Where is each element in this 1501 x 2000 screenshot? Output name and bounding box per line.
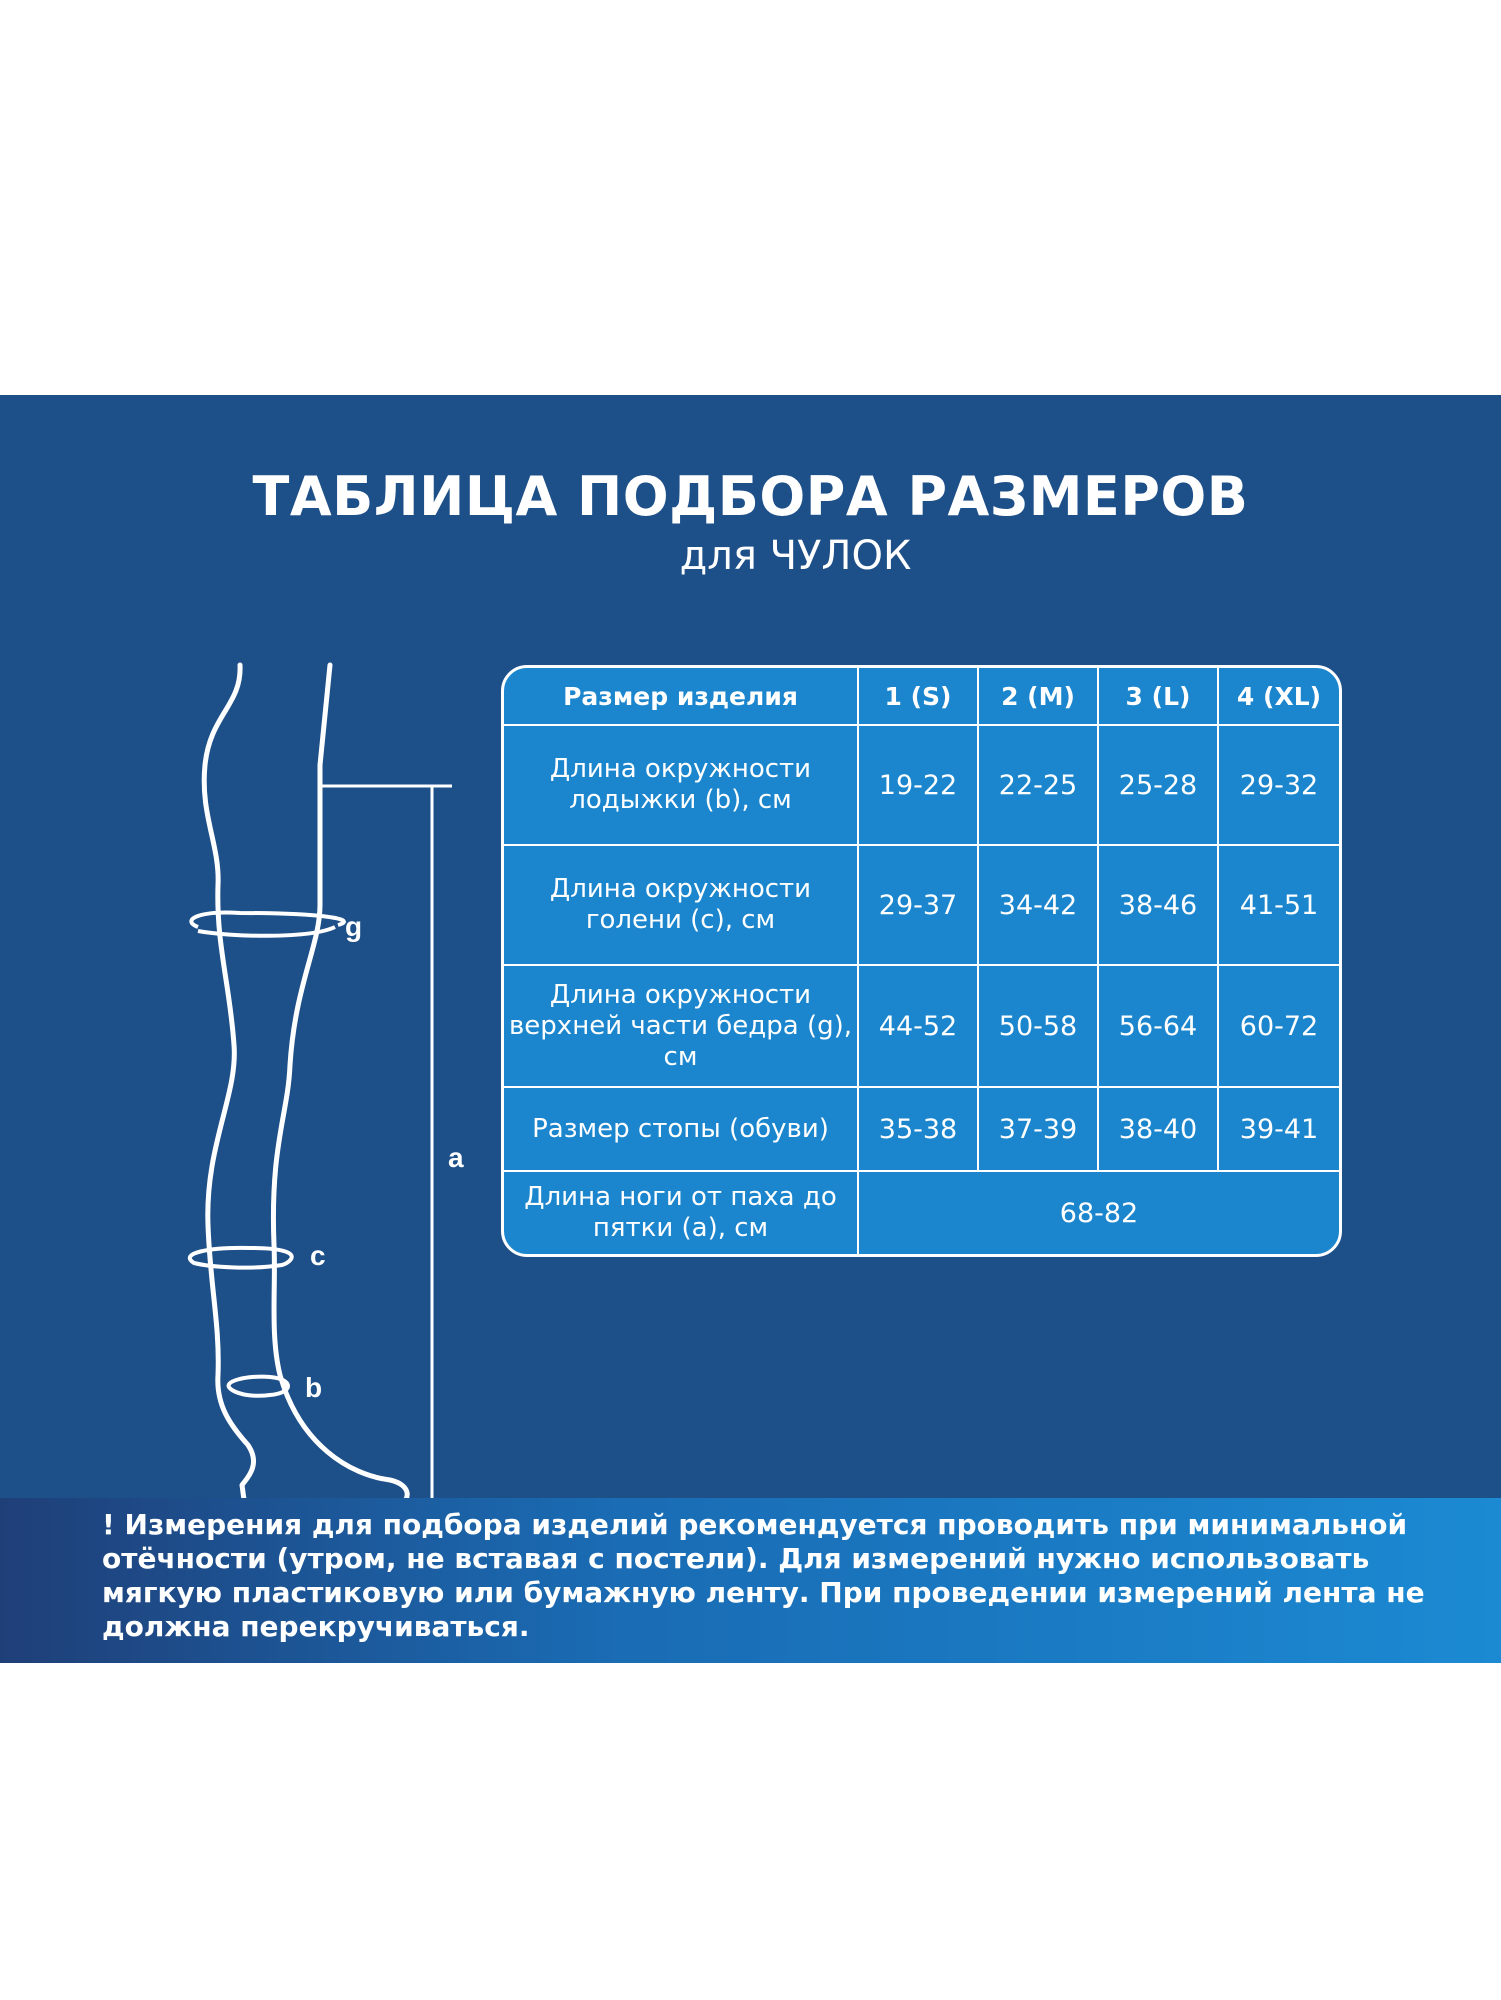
table-cell: 41-51 — [1219, 846, 1339, 966]
table-cell: 29-37 — [859, 846, 979, 966]
table-cell: 39-41 — [1219, 1088, 1339, 1172]
label-b: b — [305, 1372, 323, 1403]
table-header-row — [504, 668, 1339, 726]
table-cell: 19-22 — [859, 726, 979, 846]
row-label: Длина окружности лодыжки (b), см — [504, 726, 859, 846]
table-cell: 38-40 — [1099, 1088, 1219, 1172]
leg-measurement-diagram — [170, 645, 490, 1525]
note-text: ! Измерения для подбора изделий рекомендуется проводить при минимальной отёчности (утром, не вставая с постели). Для измерений нужно использовать мягкую пластиковую или бумажную ленту. При проведении измерений лента не должна перекручиваться. — [102, 1508, 1425, 1643]
table-cell: 38-46 — [1099, 846, 1219, 966]
table-row — [504, 846, 1339, 966]
label-g: g — [345, 911, 363, 942]
table-cell: 22-25 — [979, 726, 1099, 846]
table-cell: 37-39 — [979, 1088, 1099, 1172]
measurement-note — [0, 1498, 1501, 1663]
page-subtitle: для ЧУЛОК — [679, 533, 912, 579]
ring-b — [229, 1377, 288, 1396]
row-label: Длина окружности верхней части бедра (g), см — [504, 966, 859, 1088]
label-c: c — [310, 1240, 326, 1271]
table-row — [504, 966, 1339, 1088]
header-cell: 1 (S) — [859, 668, 979, 726]
table-cell: 29-32 — [1219, 726, 1339, 846]
page-title: ТАБЛИЦА ПОДБОРА РАЗМЕРОВ — [252, 465, 1249, 528]
header-cell: Размер изделия — [504, 668, 859, 726]
table-cell: 25-28 — [1099, 726, 1219, 846]
table-cell: 35-38 — [859, 1088, 979, 1172]
table-row — [504, 1088, 1339, 1172]
table-cell: 34-42 — [979, 846, 1099, 966]
table-cell: 60-72 — [1219, 966, 1339, 1088]
table-cell: 56-64 — [1099, 966, 1219, 1088]
header-cell: 3 (L) — [1099, 668, 1219, 726]
table-row — [504, 1172, 1339, 1254]
row-label: Длина окружности голени (с), см — [504, 846, 859, 966]
header-cell: 2 (M) — [979, 668, 1099, 726]
header-cell: 4 (XL) — [1219, 668, 1339, 726]
label-a: a — [448, 1142, 464, 1173]
size-table — [501, 665, 1342, 1257]
table-cell: 50-58 — [979, 966, 1099, 1088]
row-label: Размер стопы (обуви) — [504, 1088, 859, 1172]
table-cell: 44-52 — [859, 966, 979, 1088]
size-chart-panel — [0, 395, 1501, 1663]
table-row — [504, 726, 1339, 846]
table-cell: 68-82 — [1059, 1197, 1139, 1229]
row-label: Длина ноги от паха до пятки (а), см — [504, 1172, 859, 1254]
